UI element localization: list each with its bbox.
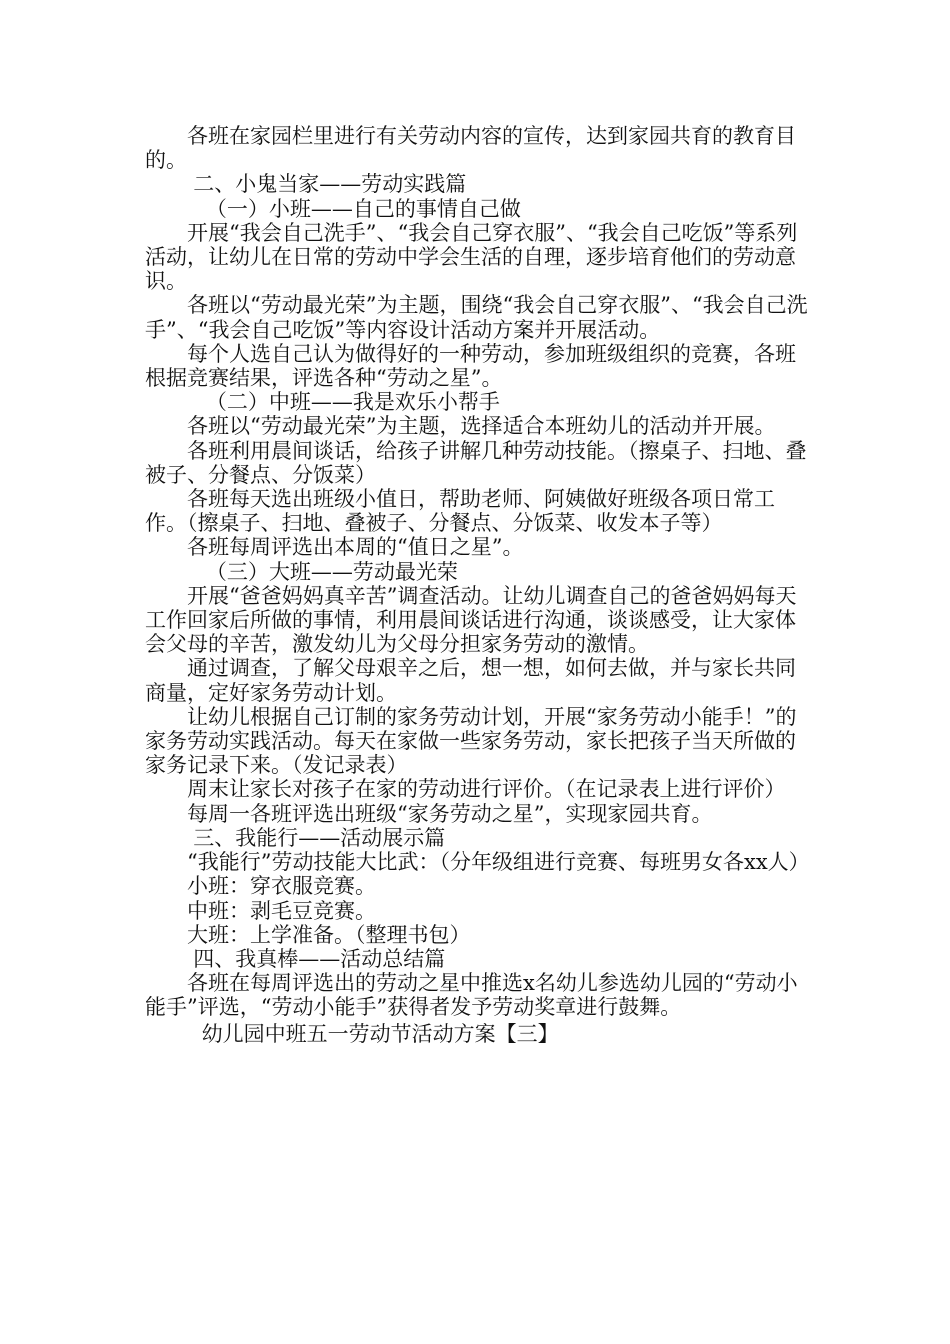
section-heading: 三、我能行——活动展示篇 <box>193 825 446 850</box>
paragraph: 让幼儿根据自己订制的家务劳动计划，开展“家务劳动小能手！”的家务劳动实践活动。每天在家做一些家务劳动，家长把孩子当天所做的家务记录下来。（发记录表） <box>145 704 797 778</box>
paragraph: 通过调查，了解父母艰辛之后，想一想，如何去做，并与家长共同商量，定好家务劳动计划。 <box>145 656 796 705</box>
section-heading: 二、小鬼当家——劳动实践篇 <box>193 172 467 197</box>
paragraph: 各班在家园栏里进行有关劳动内容的宣传，达到家园共育的教育目的。 <box>145 124 796 173</box>
paragraph: 每个人选自己认为做得好的一种劳动，参加班级组织的竞赛，各班根据竞赛结果，评选各种“劳动之星”。 <box>145 341 796 391</box>
list-item: 中班：剥毛豆竞赛。 <box>187 898 376 923</box>
paragraph: 各班以“劳动最光荣”为主题，选择适合本班幼儿的活动并开展。 <box>187 414 776 439</box>
next-section-title: 幼儿园中班五一劳动节活动方案【三】 <box>201 1021 559 1046</box>
paragraph: 每周一各班评选出班级“家务劳动之星”，实现家园共育。 <box>187 801 713 826</box>
paragraph: 开展“我会自己洗手”、“我会自己穿衣服”、“我会自己吃饭”等系列活动，让幼儿在日常的劳动中学会生活的自理，逐步培育他们的劳动意识。 <box>145 220 798 294</box>
paragraph: 周末让家长对孩子在家的劳动进行评价。（在记录表上进行评价） <box>187 777 786 802</box>
paragraph: 各班利用晨间谈话，给孩子讲解几种劳动技能。（擦桌子、扫地、叠被子、分餐点、分饭菜） <box>145 438 807 487</box>
paragraph: 各班以“劳动最光荣”为主题，围绕“我会自己穿衣服”、“我会自己洗手”、“我会自己吃饭”等内容设计活动方案并开展活动。 <box>145 293 808 342</box>
section-heading: 四、我真棒——活动总结篇 <box>193 946 446 971</box>
list-item: 大班：上学准备。（整理书包） <box>187 922 471 947</box>
document-body <box>145 124 815 1046</box>
list-item: 小班：穿衣服竞赛。 <box>187 874 376 899</box>
subsection-heading: （二）中班——我是欢乐小帮手 <box>205 390 500 415</box>
subsection-heading: （一）小班——自己的事情自己做 <box>205 196 521 221</box>
paragraph: 各班每周评选出本周的“值日之星”。 <box>187 535 524 560</box>
paragraph: 各班在每周评选出的劳动之星中推选x名幼儿参选幼儿园的“劳动小能手”评选，“劳动小能手”获得者发予劳动奖章进行鼓舞。 <box>145 971 798 1020</box>
paragraph: 各班每天选出班级小值日，帮助老师、阿姨做好班级各项日常工作。（擦桌子、扫地、叠被子、分餐点、分饭菜、收发本子等） <box>145 487 775 536</box>
subsection-heading: （三）大班——劳动最光荣 <box>205 559 458 584</box>
paragraph: “我能行”劳动技能大比武：（分年级组进行竞赛、每班男女各xx人） <box>187 850 810 875</box>
paragraph: 开展“爸爸妈妈真辛苦”调查活动。让幼儿调查自己的爸爸妈妈每天工作回家后所做的事情，利用晨间谈话进行沟通，谈谈感受，让大家体会父母的辛苦，激发幼儿为父母分担家务劳动的激情。 <box>145 583 797 657</box>
